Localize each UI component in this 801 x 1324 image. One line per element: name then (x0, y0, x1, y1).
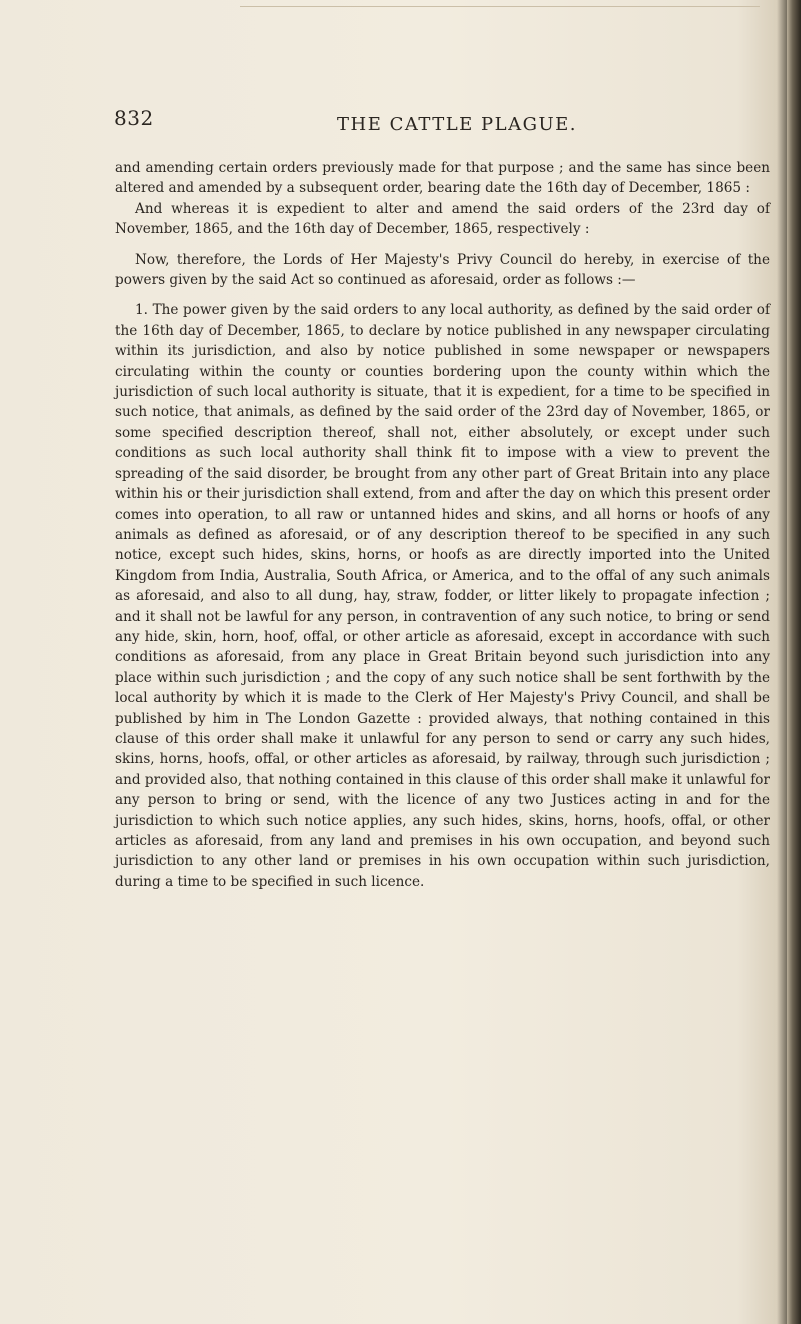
body-text (115, 158, 770, 892)
paragraph: Now, therefore, the Lords of Her Majesty's Privy Council do hereby, in exercise of the powers given by the said Act so continued as aforesaid, order as follows :— (115, 251, 770, 289)
paragraph: And whereas it is expedient to alter and amend the said orders of the 23rd day of November, 1865, and the 16th day of December, 1865, respectively : (115, 200, 770, 238)
running-head: THE CATTLE PLAGUE. (337, 114, 577, 135)
paragraph: 1. The power given by the said orders to any local authority, as defined by the said order of the 16th day of December, 1865, to declare by notice published in any newspaper circulating within its jurisdiction, and also by notice published in some newspaper or newspapers circulating within the county or counties bordering upon the county within which the jurisdiction of such local authority is situate, that it is expedient, for a time to be specified in such notice, that animals, as defined by the said order of the 23rd day of November, 1865, or some specified description thereof, shall not, either absolutely, or except under such conditions as such local authority shall think fit to impose with a view to prevent the spreading of the said disorder, be brought from any other part of Great Britain into any place within his or their jurisdiction shall extend, from and after the day on which this present order comes into operation, to all raw or untanned hides and skins, and all horns or hoofs of any animals as defined as aforesaid, or of any description thereof to be specified in any such notice, except such hides, skins, horns, or hoofs as are directly imported into the United Kingdom from India, Australia, South Africa, or America, and to the offal of any such animals as aforesaid, and also to all dung, hay, straw, fodder, or litter likely to propagate infection ; and it shall not be lawful for any person, in contravention of any such notice, to bring or send any hide, skin, horn, hoof, offal, or other article as aforesaid, except in accordance with such conditions as aforesaid, from any place in Great Britain beyond such jurisdiction into any place within such jurisdiction ; and the copy of any such notice shall be sent forthwith by the local authority by which it is made to the Clerk of Her Majesty's Privy Council, and shall be published by him in The London Gazette : provided always, that nothing contained in this clause of this order shall make it unlawful for any person to send or carry any such hides, skins, horns, hoofs, offal, or other articles as aforesaid, by railway, through such jurisdiction ; and provided also, that nothing contained in this clause of this order shall make it unlawful for any person to bring or send, with the licence of any two Justices acting in and for the jurisdiction to which such notice applies, any such hides, skins, horns, hoofs, offal, or other articles as aforesaid, from any land and premises in his own occupation, and beyond such jurisdiction to any other land or premises in his own occupation within such jurisdiction, during a time to be specified in such licence. (115, 302, 770, 890)
binding-edge-shadow (787, 0, 801, 1324)
page-number: 832 (114, 106, 154, 130)
paragraph: and amending certain orders previously made for that purpose ; and the same has since been altered and amended by a subsequent order, bearing date the 16th day of December, 1865 : (115, 160, 770, 197)
page-top-edge (240, 6, 760, 7)
page-header (0, 106, 801, 146)
